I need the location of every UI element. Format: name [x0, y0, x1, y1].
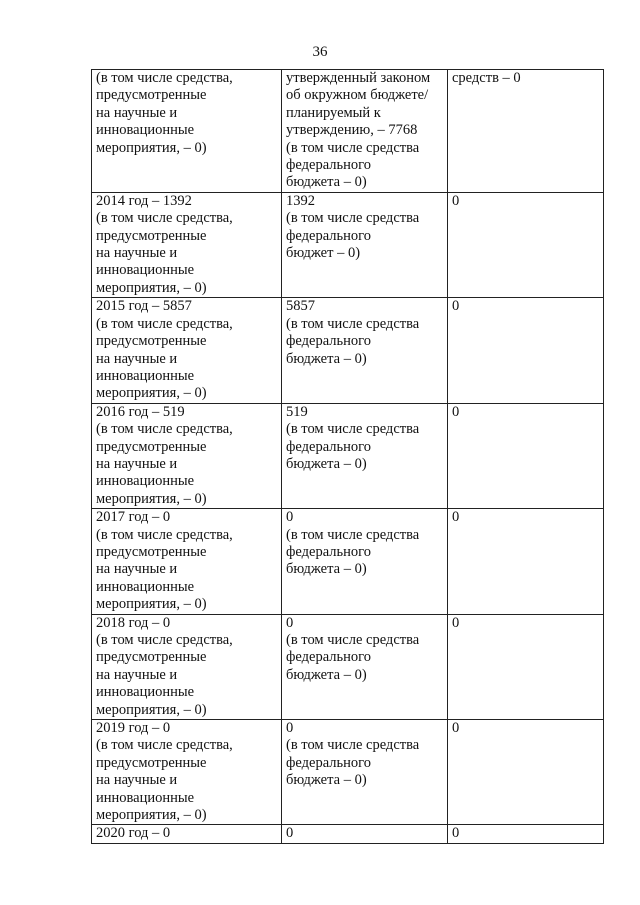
table-cell-other: средств – 0 [448, 70, 604, 193]
table-row [92, 509, 604, 614]
table-cell-period: (в том числе средства, предусмотренные на научные и инновационные мероприятия, – 0) [92, 70, 282, 193]
table-cell-period: 2016 год – 519 (в том числе средства, предусмотренные на научные и инновационные мероприятия, – 0) [92, 403, 282, 508]
table-cell-period: 2015 год – 5857 (в том числе средства, предусмотренные на научные и инновационные мероприятия, – 0) [92, 298, 282, 403]
table-cell-federal: 0 [282, 825, 448, 843]
table-cell-federal: 1392 (в том числе средства федерального бюджет – 0) [282, 192, 448, 297]
table-cell-federal: утвержденный законом об окружном бюджете/ планируемый к утверждению, – 7768 (в том числе средства федерального бюджета – 0) [282, 70, 448, 193]
table-cell-period: 2017 год – 0 (в том числе средства, предусмотренные на научные и инновационные мероприятия, – 0) [92, 509, 282, 614]
table-cell-other: 0 [448, 720, 604, 825]
table-cell-period: 2018 год – 0 (в том числе средства, предусмотренные на научные и инновационные мероприятия, – 0) [92, 614, 282, 719]
table-cell-other: 0 [448, 298, 604, 403]
table-row [92, 70, 604, 193]
table-cell-federal: 5857 (в том числе средства федерального бюджета – 0) [282, 298, 448, 403]
table-row [92, 614, 604, 719]
table-cell-federal: 0 (в том числе средства федерального бюджета – 0) [282, 509, 448, 614]
table-cell-federal: 0 (в том числе средства федерального бюджета – 0) [282, 720, 448, 825]
table-row [92, 192, 604, 297]
table-cell-other: 0 [448, 825, 604, 843]
table-cell-federal: 0 (в том числе средства федерального бюджета – 0) [282, 614, 448, 719]
budget-table [91, 69, 604, 844]
table-row [92, 825, 604, 843]
page-number: 36 [312, 44, 328, 60]
table-cell-period: 2014 год – 1392 (в том числе средства, предусмотренные на научные и инновационные мероприятия, – 0) [92, 192, 282, 297]
table-row [92, 298, 604, 403]
table-cell-period: 2020 год – 0 [92, 825, 282, 843]
table-cell-other: 0 [448, 403, 604, 508]
table-cell-other: 0 [448, 192, 604, 297]
table-row [92, 403, 604, 508]
table-cell-other: 0 [448, 614, 604, 719]
table-row [92, 720, 604, 825]
table-cell-federal: 519 (в том числе средства федерального бюджета – 0) [282, 403, 448, 508]
table-cell-period: 2019 год – 0 (в том числе средства, предусмотренные на научные и инновационные мероприятия, – 0) [92, 720, 282, 825]
table-cell-other: 0 [448, 509, 604, 614]
